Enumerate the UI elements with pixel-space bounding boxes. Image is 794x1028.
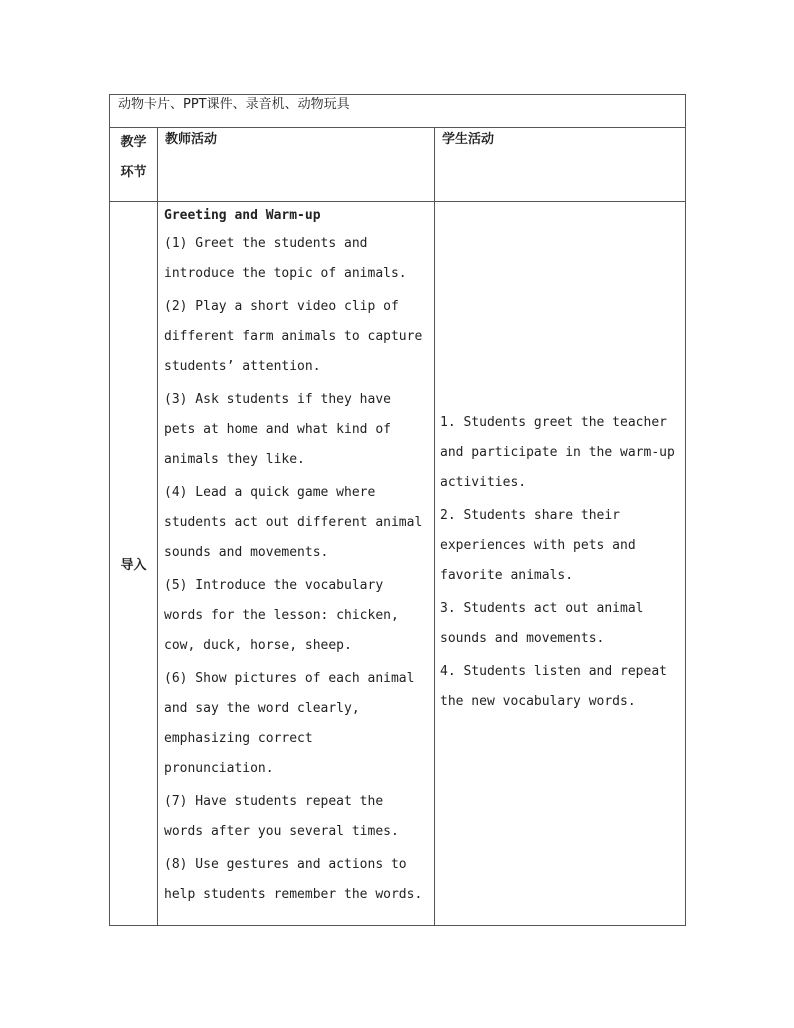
header-stage bbox=[110, 128, 158, 202]
teacher-item: (1) Greet the students and introduce the topic of animals. bbox=[164, 236, 407, 281]
header-student-activities: 学生活动 bbox=[435, 128, 686, 202]
teacher-item: (2) Play a short video clip of different farm animals to capture students’ attention. bbox=[164, 299, 423, 374]
teacher-item: (7) Have students repeat the words after you several times. bbox=[164, 794, 399, 839]
stage-label: 导入 bbox=[110, 202, 158, 926]
student-item: 2. Students share their experiences with pets and favorite animals. bbox=[440, 507, 636, 583]
teacher-item: (6) Show pictures of each animal and say the word clearly, emphasizing correct pronunciation. bbox=[164, 671, 415, 776]
teacher-item: (5) Introduce the vocabulary words for the lesson: chicken, cow, duck, horse, sheep. bbox=[164, 578, 399, 653]
materials-row bbox=[110, 95, 686, 128]
student-item: 3. Students act out animal sounds and movements. bbox=[440, 600, 644, 646]
header-teacher-activities: 教师活动 bbox=[158, 128, 435, 202]
section-row bbox=[110, 202, 686, 926]
student-activities-cell bbox=[435, 202, 686, 926]
lesson-plan-table bbox=[109, 94, 686, 926]
student-item: 4. Students listen and repeat the new vocabulary words. bbox=[440, 663, 667, 709]
teacher-item: (4) Lead a quick game where students act out different animal sounds and movements. bbox=[164, 485, 423, 560]
materials-text: 动物卡片、PPT课件、录音机、动物玩具 bbox=[110, 95, 686, 128]
section-title: Greeting and Warm-up bbox=[164, 208, 321, 223]
teacher-item: (8) Use gestures and actions to help students remember the words. bbox=[164, 857, 423, 902]
teacher-item: (3) Ask students if they have pets at home and what kind of animals they like. bbox=[164, 392, 391, 467]
header-row bbox=[110, 128, 686, 202]
teacher-activities-cell bbox=[158, 202, 435, 926]
student-item: 1. Students greet the teacher and participate in the warm-up activities. bbox=[440, 414, 675, 490]
header-stage-label: 教学 环节 bbox=[120, 135, 147, 180]
